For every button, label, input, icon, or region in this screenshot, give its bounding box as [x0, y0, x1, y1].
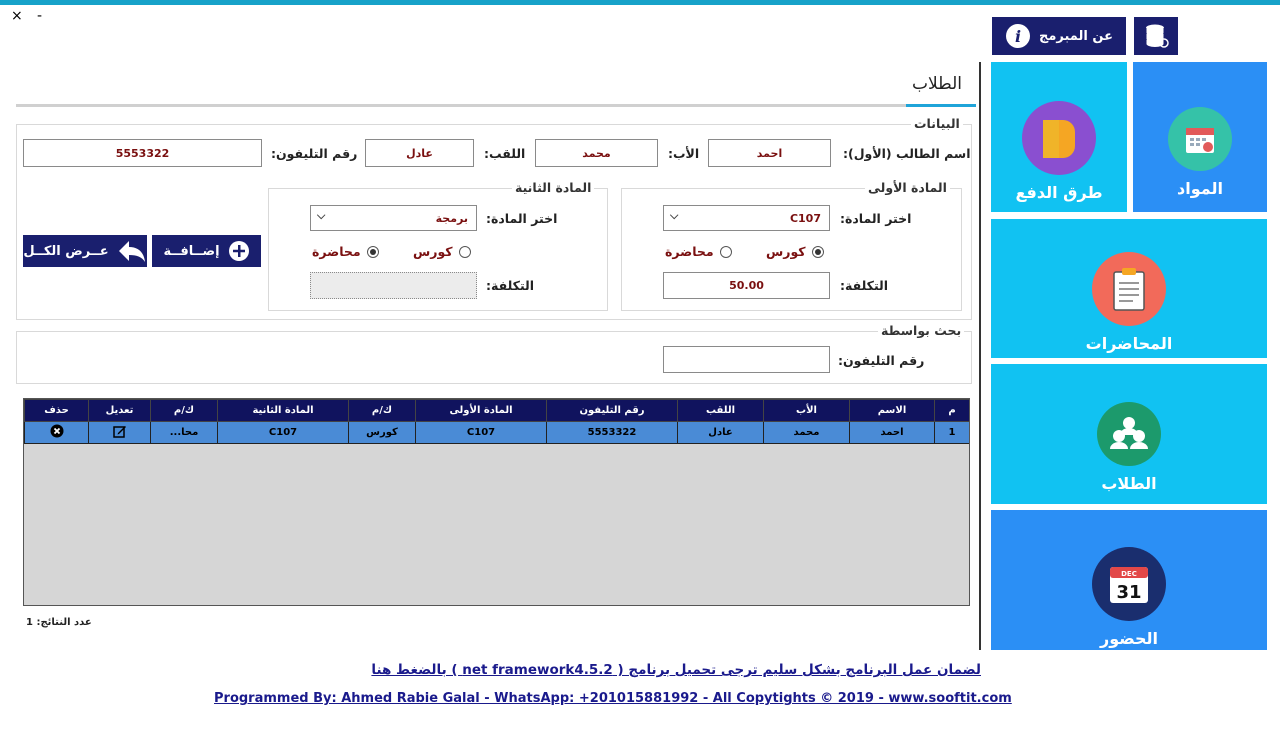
show-all-button-label: عــرض الكــل: [23, 243, 109, 259]
add-button-label: إضــافــة: [163, 243, 220, 259]
subject1-radio-course[interactable]: [766, 244, 824, 259]
radio-dot-checked: [812, 246, 824, 258]
edit-icon[interactable]: [113, 424, 127, 438]
subject1-select[interactable]: [663, 205, 830, 231]
students-table: [24, 399, 970, 444]
column-header[interactable]: م: [935, 400, 970, 422]
radio-label: محاضرة: [312, 244, 361, 259]
chevron-down-icon: ⌵: [670, 209, 679, 222]
add-button[interactable]: [152, 235, 261, 267]
subject2-cost-field[interactable]: [310, 272, 477, 299]
column-header[interactable]: ك/م: [151, 400, 218, 422]
programmer-credits-link[interactable]: Programmed By: Ahmed Rabie Galal - WhatsApp: +201015881992 - All Copytights © 2019 - www.sooftit.com: [214, 691, 1012, 706]
nav-tile-label: طرق الدفع: [1015, 183, 1103, 202]
database-icon: [1142, 22, 1170, 50]
table-cell: 5553322: [547, 422, 678, 444]
table-cell: 1: [935, 422, 970, 444]
nav-tile-attendance[interactable]: [991, 510, 1267, 650]
page-title: الطلاب: [912, 74, 962, 94]
results-count: عدد النتائج: 1: [26, 617, 92, 628]
radio-label: كورس: [413, 244, 453, 259]
clipboard-icon: [1092, 252, 1166, 326]
column-header[interactable]: ك/م: [349, 400, 416, 422]
wallet-icon: [1022, 101, 1096, 175]
subject1-radio-lecture[interactable]: [665, 244, 732, 259]
subject1-cost-label: التكلفة:: [840, 278, 889, 293]
column-header[interactable]: رقم التليفون: [547, 400, 678, 422]
column-header[interactable]: اللقب: [678, 400, 764, 422]
title-underline: [16, 104, 906, 107]
subject2-cost-label: التكلفة:: [486, 278, 535, 293]
surname-field[interactable]: عادل: [365, 139, 474, 167]
first-name-field[interactable]: احمد: [708, 139, 831, 167]
column-header[interactable]: الاسم: [850, 400, 935, 422]
table-row[interactable]: [25, 422, 970, 444]
table-cell: عادل: [678, 422, 764, 444]
subject2-select-value: برمجة: [435, 212, 468, 225]
active-tab-underline: [906, 104, 976, 107]
table-cell: C107: [218, 422, 349, 444]
table-cell: احمد: [850, 422, 935, 444]
framework-download-link[interactable]: لضمان عمل البرنامج بشكل سليم ترجى تحميل برنامج ( net framework4.5.2 ) بالضغط هنا: [371, 662, 981, 678]
back-arrow-icon: [117, 239, 147, 263]
edit-cell[interactable]: [89, 422, 151, 444]
subject1-select-value: C107: [789, 212, 821, 225]
data-group-title: البيانات: [911, 116, 963, 131]
database-button[interactable]: [1134, 17, 1178, 55]
table-cell: محا...: [151, 422, 218, 444]
column-header[interactable]: تعديل: [89, 400, 151, 422]
chevron-down-icon: ⌵: [317, 209, 326, 222]
show-all-button[interactable]: [23, 235, 147, 267]
column-header[interactable]: حذف: [25, 400, 89, 422]
calendar-day: 31: [1116, 582, 1142, 603]
minimize-window-button[interactable]: -: [37, 8, 43, 24]
column-header[interactable]: الأب: [764, 400, 850, 422]
subject1-title: المادة الأولى: [865, 180, 950, 195]
table-cell: كورس: [349, 422, 416, 444]
subject2-radio-lecture[interactable]: [312, 244, 379, 259]
column-header[interactable]: المادة الثانية: [218, 400, 349, 422]
table-cell: C107: [416, 422, 547, 444]
search-phone-label: رقم التليفون:: [838, 353, 925, 368]
vertical-divider: [979, 62, 981, 650]
nav-tile-label: الطلاب: [1101, 474, 1157, 493]
nav-tile-students[interactable]: [991, 364, 1267, 504]
nav-tile-payment-methods[interactable]: [991, 62, 1127, 212]
subject2-select-label: اختر المادة:: [486, 211, 558, 226]
radio-label: محاضرة: [665, 244, 714, 259]
first-name-label: اسم الطالب (الأول):: [843, 146, 971, 161]
delete-icon[interactable]: [50, 424, 64, 438]
subject2-select[interactable]: [310, 205, 477, 231]
search-group-title: بحث بواسطة: [878, 323, 964, 338]
nav-tile-label: المحاضرات: [1085, 334, 1173, 353]
delete-cell[interactable]: [25, 422, 89, 444]
column-header[interactable]: المادة الأولى: [416, 400, 547, 422]
top-accent-bar: [0, 0, 1280, 5]
svg-text:i: i: [1014, 27, 1022, 46]
phone-field[interactable]: 5553322: [23, 139, 262, 167]
info-icon: [1005, 23, 1031, 49]
radio-dot: [720, 246, 732, 258]
about-button-label: عن المبرمج: [1039, 28, 1113, 44]
nav-tile-label: المواد: [1177, 179, 1223, 198]
subject1-cost-field[interactable]: 50.00: [663, 272, 830, 299]
father-name-label: الأب:: [668, 146, 700, 161]
nav-tile-subjects[interactable]: [1133, 62, 1267, 212]
table-cell: محمد: [764, 422, 850, 444]
radio-label: كورس: [766, 244, 806, 259]
father-name-field[interactable]: محمد: [535, 139, 658, 167]
subject2-title: المادة الثانية: [512, 180, 594, 195]
close-window-button[interactable]: ×: [11, 8, 23, 24]
search-phone-input[interactable]: [663, 346, 830, 373]
nav-tile-label: الحضور: [1099, 629, 1159, 648]
about-programmer-button[interactable]: [992, 17, 1126, 55]
students-grid[interactable]: [23, 398, 970, 606]
radio-dot: [459, 246, 471, 258]
subject1-select-label: اختر المادة:: [840, 211, 912, 226]
plus-circle-icon: [228, 240, 250, 262]
surname-label: اللقب:: [484, 146, 526, 161]
subject2-radio-course[interactable]: [413, 244, 471, 259]
phone-label: رقم التليفون:: [271, 146, 358, 161]
calendar-month: DEC: [1121, 570, 1137, 578]
table-header-row: [25, 400, 970, 422]
nav-tile-lectures[interactable]: [991, 219, 1267, 358]
calendar-icon: [1168, 107, 1232, 171]
students-icon: [1097, 402, 1161, 466]
calendar-31-icon: [1092, 547, 1166, 621]
radio-dot-checked: [367, 246, 379, 258]
